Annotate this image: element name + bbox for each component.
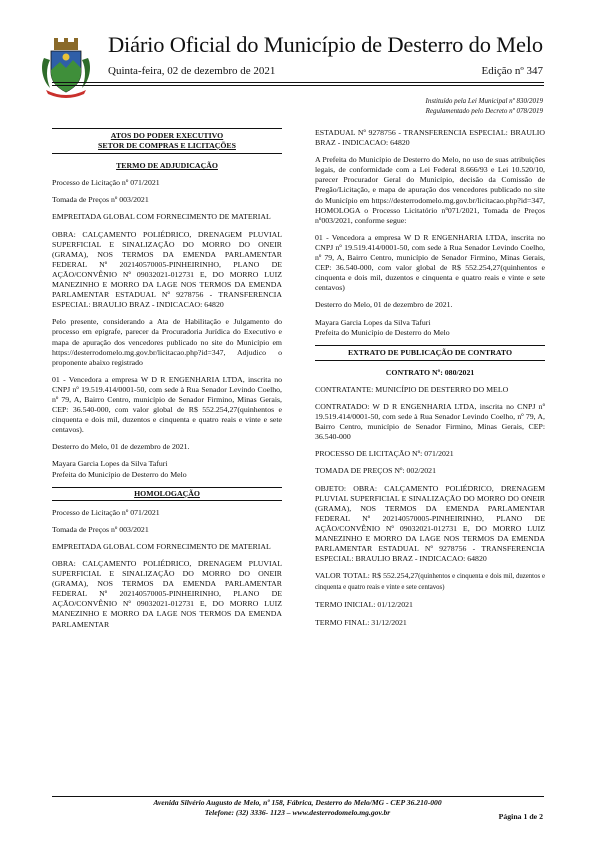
- homologation-date: Desterro do Melo, 01 de dezembro de 2021.: [315, 300, 453, 310]
- section-heading-box: [52, 128, 282, 154]
- homologation-heading-box: [52, 487, 282, 501]
- contract-object: OBJETO: OBRA: CALÇAMENTO POLIÉDRICO, DRENAGEM PLUVIAL SUPERFICIAL E SINALIZAÇÃO DO MORRO DO ONEIR (GRAMA), NOS TERMOS DA EMENDA PARLAMENTAR FEDERAL Nº 202140570005-PINHEIRINHO, PLANO DE AÇÃO/CONVÊNIO Nº 09032021-012731 E, DO MORRO LUIZ MANEZINHO E MORRO DA LAGE NOS TERMOS DA EMENDA PARLAMENTAR ESTADUAL Nº 9278756 - TRANSFERENCIA ESPECIAL: BRAULIO BRAZ - INDICACAO: 64820: [315, 483, 545, 564]
- edition-number: Edição nº 347: [481, 65, 543, 77]
- contract-start: TERMO INICIAL: 01/12/2021: [315, 600, 413, 610]
- homologation-type: EMPREITADA GLOBAL COM FORNECIMENTO DE MATERIAL: [52, 541, 271, 551]
- header-divider: [52, 82, 544, 83]
- right-column: [315, 128, 545, 635]
- signatory-name: Mayara Garcia Lopes da Silva Tafuri: [52, 459, 168, 469]
- contract-value-amount: VALOR TOTAL: R$ 552.254,27: [315, 571, 419, 581]
- contract-process: PROCESSO DE LICITAÇÃO Nº: 071/2021: [315, 449, 454, 459]
- contract-extract-title: EXTRATO DE PUBLICAÇÃO DE CONTRATO: [347, 347, 513, 357]
- contract-value: [315, 571, 545, 593]
- homologation-process: Processo de Licitação nº 071/2021: [52, 507, 160, 517]
- homologation-title: HOMOLOGAÇÃO: [134, 488, 200, 498]
- contract-tender: TOMADA DE PREÇOS Nº: 002/2021: [315, 466, 436, 476]
- left-column: [52, 128, 282, 637]
- newspaper-title: Diário Oficial do Município de Desterro do Melo: [108, 32, 543, 57]
- adjudication-winner: 01 - Vencedora a empresa W D R ENGENHARIA LTDA, inscrita no CNPJ nº 19.519.414/0001-50, com sede à Rua Senador Levindo Coelho, nº 79, A, Bairro Centro, município de Senador Firmino, Minas Gerais, CEP: 36.540-000, com valor global de R$ 552.254,27(quinhentos e cinquenta e dois mil, duzentos e cinquenta e quatro reais e vinte e sete centavos).: [52, 374, 282, 435]
- contract-number: CONTRATO Nº: 080/2021: [385, 367, 475, 377]
- regulation-decree: Regulamentado pelo Decreto nº 078/2019: [425, 107, 543, 115]
- page-number: Página 1 de 2: [498, 812, 543, 821]
- signatory-role: Prefeita do Município de Desterro do Melo: [52, 469, 187, 479]
- adjudication-title: TERMO DE ADJUDICAÇÃO: [116, 161, 218, 171]
- footer-contact: Telefone: (32) 3336- 1123 – www.desterrodomelo.mg.gov.br: [204, 808, 391, 817]
- homologation-tender: Tomada de Preços nº 003/2021: [52, 524, 149, 534]
- homologation-winner: 01 - Vencedora a empresa W D R ENGENHARIA LTDA, inscrita no CNPJ nº 19.519.414/0001-50, com sede à Rua Senador Levindo Coelho, nº 79, A, Bairro Centro, município de Senador Firmino, Minas Gerais, CEP: 36.540-000, com valor global de R$ 552.254,27(quinhentos e cinquenta e dois mil, duzentos e cinquenta e quatro reais e vinte e sete centavos): [315, 232, 545, 293]
- header-divider-secondary: [52, 85, 544, 86]
- section-subheading: SETOR DE COMPRAS E LICITAÇÕES: [98, 141, 236, 151]
- contract-heading-box: [315, 345, 545, 361]
- publication-date: Quinta-feira, 02 de dezembro de 2021: [108, 65, 276, 77]
- contract-contracted: CONTRATADO: W D R ENGENHARIA LTDA, inscrita no CNPJ nº 19.519.414/0001-50, com sede à Rua Senador Levindo Coelho, nº 79, A, Bairro Centro, município de Senador Firmino, Minas Gerais, CEP: 36.540-000: [315, 401, 545, 442]
- adjudication-body: Pelo presente, considerando a Ata de Habilitação e Julgamento do processo em epígrafe, parecer da Procuradoria Jurídica do Executivo e mapa de apuração dos vencedores publicado no site do Município em https://desterrodomelo.mg.gov.br/licitacao.php?id=347, Adjudico o proponente abaixo registrado: [52, 317, 282, 367]
- signatory-name: Mayara Garcia Lopes da Silva Tafuri: [315, 317, 431, 327]
- footer-address: Avenida Silvério Augusto de Melo, nº 158, Fábrica, Desterro do Melo/MG - CEP 36.210-000: [153, 798, 442, 807]
- footer-divider: [52, 796, 544, 797]
- section-heading: ATOS DO PODER EXECUTIVO: [110, 131, 224, 140]
- adjudication-process: Processo de Licitação nº 071/2021: [52, 178, 160, 188]
- signatory-role: Prefeita do Município de Desterro do Melo: [315, 327, 450, 337]
- contract-value-words: (quinhentos e cinquenta e dois mil, duzentos e cinquenta e quatro reais e vinte e sete centavos): [315, 573, 545, 592]
- homologation-object: OBRA: CALÇAMENTO POLIÉDRICO, DRENAGEM PLUVIAL SUPERFICIAL E SINALIZAÇÃO DO MORRO DO ONEIR (GRAMA), NOS TERMOS DA EMENDA PARLAMENTAR FEDERAL Nº 202140570005-PINHEIRINHO, PLANO DE AÇÃO/CONVÊNIO Nº 09032021-012731 E, DO MORRO LUIZ MANEZINHO E MORRO DA LAGE NOS TERMOS DA EMENDA PARLAMENTAR: [52, 559, 282, 629]
- adjudication-object: OBRA: CALÇAMENTO POLIÉDRICO, DRENAGEM PLUVIAL SUPERFICIAL E SINALIZAÇÃO DO MORRO DO ONEIR (GRAMA), NOS TERMOS DA EMENDA PARLAMENTAR FEDERAL Nº 202140570005-PINHEIRINHO, PLANO DE AÇÃO/CONVÊNIO Nº 09032021-012731 E, DO MORRO LUIZ MANEZINHO E MORRO DA LAGE NOS TERMOS DA EMENDA PARLAMENTAR ESTADUAL Nº 9278756 - TRANSFERENCIA ESPECIAL: BRAULIO BRAZ - INDICACAO: 64820: [52, 229, 282, 310]
- adjudication-date: Desterro do Melo, 01 de dezembro de 2021.: [52, 442, 190, 452]
- contract-end: TERMO FINAL: 31/12/2021: [315, 617, 407, 627]
- adjudication-type: EMPREITADA GLOBAL COM FORNECIMENTO DE MATERIAL: [52, 212, 271, 222]
- adjudication-tender: Tomada de Preços nº 003/2021: [52, 195, 149, 205]
- contract-contractor: CONTRATANTE: MUNICÍPIO DE DESTERRO DO MELO: [315, 384, 509, 394]
- legal-basis: [426, 96, 543, 116]
- homologation-object-continued: ESTADUAL Nº 9278756 - TRANSFERENCIA ESPECIAL: BRAULIO BRAZ - INDICACAO: 64820: [315, 128, 545, 148]
- institution-law: Instituído pela Lei Municipal nº 830/2019: [425, 97, 543, 105]
- homologation-body: A Prefeita do Município de Desterro do Melo, no uso de suas atribuições legais, de conformidade com a Lei Federal 8.666/93 e Lei 10.520/10, parecer Procurador Geral do Município, decisão da Comissão de Pregão/Licitação, e mapa de apuração dos vencedores publicado no site do Município em https://desterrodomelo.mg.gov.br/licitacao.php?id=347, HOMOLOGA o Processo Licitatório nº071/2021, Tomada de Preços nº003/2021, conforme segue:: [315, 155, 545, 225]
- municipal-coat-of-arms-icon: [38, 36, 94, 100]
